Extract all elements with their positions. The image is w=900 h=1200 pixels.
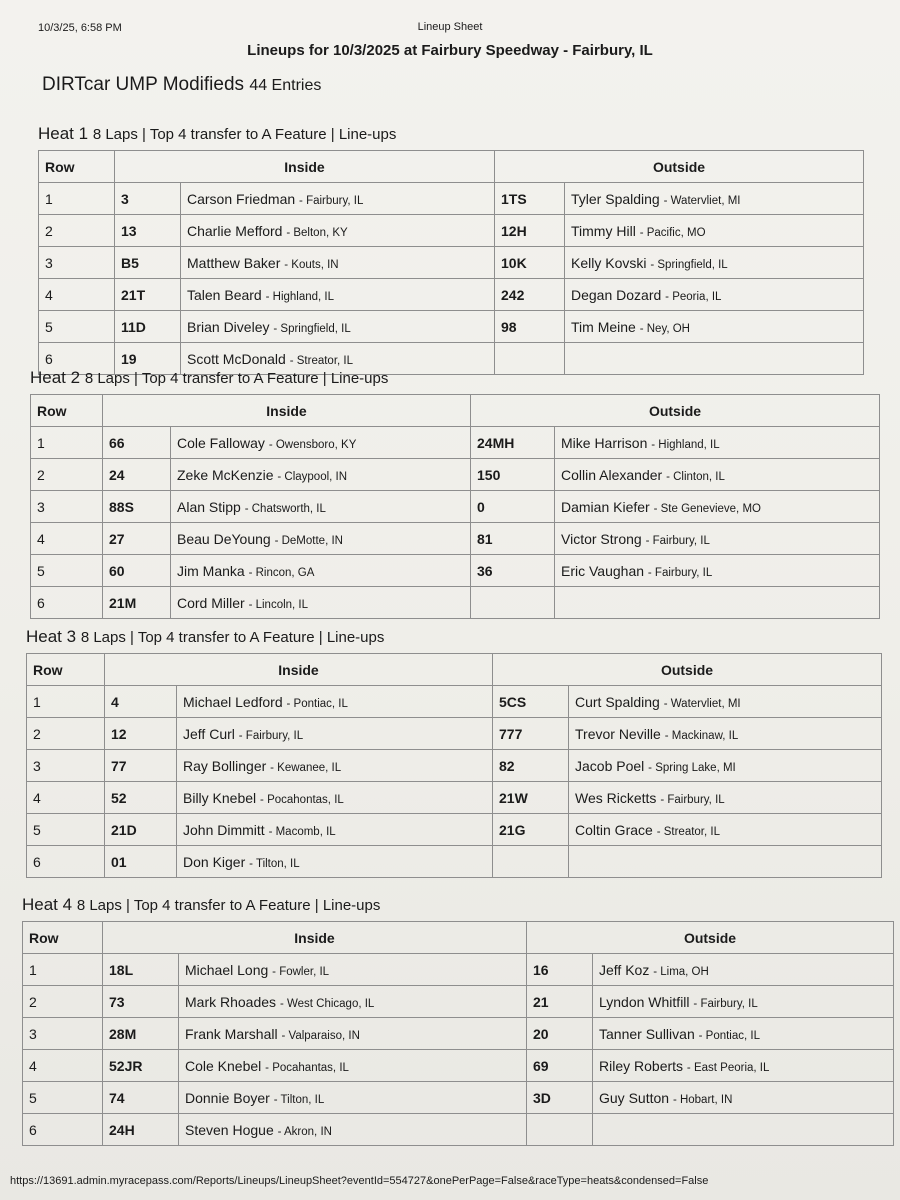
- page-title: Lineups for 10/3/2025 at Fairbury Speedway - Fairbury, IL: [247, 42, 653, 59]
- driver-name: Donnie Boyer: [185, 1089, 270, 1106]
- row-number: 2: [23, 986, 103, 1018]
- driver-cell: [565, 247, 864, 279]
- table-header-row: [39, 151, 864, 183]
- driver-cell: [593, 954, 894, 986]
- driver-cell: [177, 814, 493, 846]
- driver-name: Jeff Koz: [599, 961, 650, 978]
- driver-hometown: - Fairbury, IL: [645, 534, 710, 547]
- driver-name: Scott McDonald: [187, 350, 286, 367]
- heat-name: Heat 1: [38, 124, 89, 143]
- car-number: 24H: [103, 1114, 179, 1146]
- table-row: [31, 523, 880, 555]
- row-number: 2: [39, 215, 115, 247]
- car-number: 777: [493, 718, 569, 750]
- heat-heading: [22, 895, 894, 915]
- driver-cell: [177, 686, 493, 718]
- driver-hometown: - East Peoria, IL: [686, 1061, 770, 1074]
- driver-hometown: - Watervliet, MI: [663, 697, 741, 710]
- driver-name: Damian Kiefer: [561, 498, 650, 515]
- driver-cell: [179, 1082, 527, 1114]
- heat-heading: [26, 627, 882, 647]
- driver-name: Steven Hogue: [185, 1121, 274, 1138]
- driver-hometown: - DeMotte, IN: [274, 534, 343, 547]
- driver-name: Alan Stipp: [177, 498, 241, 515]
- inside-column-header: Inside: [115, 151, 495, 183]
- row-number: 4: [39, 279, 115, 311]
- table-row: [23, 1050, 894, 1082]
- row-number: 2: [27, 718, 105, 750]
- car-number: 3D: [527, 1082, 593, 1114]
- car-number: 01: [105, 846, 177, 878]
- table-header-row: [23, 922, 894, 954]
- car-number: [493, 846, 569, 878]
- driver-cell: [177, 750, 493, 782]
- row-number: 1: [39, 183, 115, 215]
- table-row: [27, 814, 882, 846]
- driver-cell: [181, 279, 495, 311]
- driver-hometown: - Mackinaw, IL: [664, 729, 739, 742]
- heat-name: Heat 3: [26, 627, 77, 646]
- driver-hometown: - Hobart, IN: [672, 1093, 733, 1106]
- row-number: 5: [39, 311, 115, 343]
- inside-column-header: Inside: [103, 922, 527, 954]
- driver-name: Timmy Hill: [571, 222, 636, 239]
- driver-cell: [569, 846, 882, 878]
- driver-hometown: - Clinton, IL: [666, 470, 725, 483]
- driver-name: Matthew Baker: [187, 254, 281, 271]
- driver-name: Zeke McKenzie: [177, 466, 274, 483]
- driver-cell: [181, 183, 495, 215]
- car-number: 60: [103, 555, 171, 587]
- driver-cell: [565, 183, 864, 215]
- lineup-table: [38, 150, 864, 375]
- driver-hometown: - Tilton, IL: [249, 857, 300, 870]
- driver-name: Degan Dozard: [571, 286, 662, 303]
- car-number: 27: [103, 523, 171, 555]
- car-number: 12H: [495, 215, 565, 247]
- car-number: 21: [527, 986, 593, 1018]
- car-number: 21T: [115, 279, 181, 311]
- car-number: 0: [471, 491, 555, 523]
- driver-hometown: - Fowler, IL: [272, 965, 330, 978]
- car-number: 52: [105, 782, 177, 814]
- car-number: 1TS: [495, 183, 565, 215]
- car-number: 11D: [115, 311, 181, 343]
- driver-cell: [565, 279, 864, 311]
- driver-hometown: - Fairbury, IL: [693, 997, 758, 1010]
- row-number: 3: [27, 750, 105, 782]
- driver-cell: [179, 986, 527, 1018]
- driver-hometown: - Kouts, IN: [284, 258, 339, 271]
- table-row: [39, 247, 864, 279]
- table-row: [23, 1018, 894, 1050]
- driver-hometown: - Owensboro, KY: [268, 438, 357, 451]
- car-number: 52JR: [103, 1050, 179, 1082]
- car-number: B5: [115, 247, 181, 279]
- table-row: [27, 846, 882, 878]
- driver-cell: [179, 1018, 527, 1050]
- car-number: 21D: [105, 814, 177, 846]
- row-column-header: Row: [27, 654, 105, 686]
- driver-name: Lyndon Whitfill: [599, 993, 690, 1010]
- print-datetime: 10/3/25, 6:58 PM: [38, 22, 122, 34]
- car-number: 5CS: [493, 686, 569, 718]
- driver-hometown: - Watervliet, MI: [663, 194, 741, 207]
- car-number: 74: [103, 1082, 179, 1114]
- driver-hometown: - Spring Lake, MI: [648, 761, 736, 774]
- driver-cell: [555, 523, 880, 555]
- row-number: 6: [23, 1114, 103, 1146]
- driver-hometown: - Streator, IL: [656, 825, 720, 838]
- driver-cell: [171, 587, 471, 619]
- driver-name: Frank Marshall: [185, 1025, 278, 1042]
- race-class-heading: [42, 74, 321, 96]
- driver-hometown: - Fairbury, IL: [647, 566, 713, 579]
- driver-cell: [593, 986, 894, 1018]
- heat-heading: [30, 368, 880, 388]
- driver-cell: [171, 491, 471, 523]
- heat-info: 8 Laps | Top 4 transfer to A Feature | Line-ups: [84, 370, 389, 387]
- driver-name: Eric Vaughan: [561, 562, 645, 579]
- car-number: 19: [115, 343, 181, 375]
- driver-hometown: - Peoria, IL: [665, 290, 722, 303]
- row-number: 4: [23, 1050, 103, 1082]
- table-row: [39, 183, 864, 215]
- table-row: [27, 782, 882, 814]
- driver-cell: [171, 555, 471, 587]
- driver-cell: [555, 491, 880, 523]
- driver-name: Mike Harrison: [561, 434, 648, 451]
- table-row: [31, 555, 880, 587]
- driver-cell: [565, 311, 864, 343]
- driver-hometown: - Pontiac, IL: [698, 1029, 760, 1042]
- heat-info: 8 Laps | Top 4 transfer to A Feature | Line-ups: [76, 897, 381, 914]
- driver-cell: [171, 427, 471, 459]
- driver-cell: [181, 215, 495, 247]
- driver-cell: [565, 215, 864, 247]
- driver-hometown: - Lincoln, IL: [248, 598, 309, 611]
- driver-hometown: - Valparaiso, IN: [281, 1029, 360, 1042]
- driver-cell: [555, 427, 880, 459]
- driver-cell: [177, 846, 493, 878]
- inside-column-header: Inside: [103, 395, 471, 427]
- car-number: 66: [103, 427, 171, 459]
- driver-cell: [179, 1114, 527, 1146]
- driver-name: Michael Ledford: [183, 693, 283, 710]
- table-header-row: [27, 654, 882, 686]
- heat-section: [38, 124, 864, 375]
- table-row: [27, 750, 882, 782]
- driver-name: Brian Diveley: [187, 318, 270, 335]
- driver-hometown: - Fairbury, IL: [299, 194, 364, 207]
- driver-name: Mark Rhoades: [185, 993, 277, 1010]
- driver-cell: [569, 814, 882, 846]
- car-number: 13: [115, 215, 181, 247]
- driver-hometown: - Fairbury, IL: [660, 793, 725, 806]
- driver-cell: [171, 459, 471, 491]
- outside-column-header: Outside: [493, 654, 882, 686]
- driver-hometown: - Kewanee, IL: [270, 761, 342, 774]
- driver-name: Charlie Mefford: [187, 222, 283, 239]
- driver-name: Kelly Kovski: [571, 254, 647, 271]
- driver-hometown: - Pacific, MO: [639, 226, 706, 239]
- row-number: 1: [27, 686, 105, 718]
- outside-column-header: Outside: [495, 151, 864, 183]
- car-number: 69: [527, 1050, 593, 1082]
- car-number: 88S: [103, 491, 171, 523]
- driver-name: Talen Beard: [187, 286, 262, 303]
- row-number: 3: [31, 491, 103, 523]
- driver-hometown: - West Chicago, IL: [279, 997, 375, 1010]
- row-column-header: Row: [23, 922, 103, 954]
- driver-name: Collin Alexander: [561, 466, 663, 483]
- row-number: 6: [27, 846, 105, 878]
- driver-hometown: - Fairbury, IL: [238, 729, 304, 742]
- row-number: 4: [27, 782, 105, 814]
- driver-hometown: - Streator, IL: [289, 354, 353, 367]
- car-number: 21G: [493, 814, 569, 846]
- driver-hometown: - Chatsworth, IL: [244, 502, 326, 515]
- driver-name: Jeff Curl: [183, 725, 235, 742]
- inside-column-header: Inside: [105, 654, 493, 686]
- table-row: [31, 459, 880, 491]
- driver-name: Cord Miller: [177, 594, 245, 611]
- driver-name: Wes Ricketts: [575, 789, 657, 806]
- heat-name: Heat 4: [22, 895, 73, 914]
- row-column-header: Row: [39, 151, 115, 183]
- row-number: 6: [31, 587, 103, 619]
- row-number: 2: [31, 459, 103, 491]
- table-row: [31, 427, 880, 459]
- heat-info: 8 Laps | Top 4 transfer to A Feature | Line-ups: [92, 126, 397, 143]
- car-number: 18L: [103, 954, 179, 986]
- driver-name: Trevor Neville: [575, 725, 661, 742]
- driver-cell: [171, 523, 471, 555]
- row-number: 5: [31, 555, 103, 587]
- driver-hometown: - Lima, OH: [653, 965, 709, 978]
- car-number: 21M: [103, 587, 171, 619]
- car-number: 28M: [103, 1018, 179, 1050]
- car-number: 77: [105, 750, 177, 782]
- driver-name: Jacob Poel: [575, 757, 645, 774]
- car-number: 16: [527, 954, 593, 986]
- car-number: 98: [495, 311, 565, 343]
- driver-name: Carson Friedman: [187, 190, 296, 207]
- car-number: [527, 1114, 593, 1146]
- row-number: 5: [27, 814, 105, 846]
- car-number: 82: [493, 750, 569, 782]
- driver-cell: [569, 718, 882, 750]
- driver-cell: [177, 718, 493, 750]
- car-number: 150: [471, 459, 555, 491]
- heat-info: 8 Laps | Top 4 transfer to A Feature | Line-ups: [80, 629, 385, 646]
- car-number: 4: [105, 686, 177, 718]
- row-number: 3: [23, 1018, 103, 1050]
- table-row: [27, 718, 882, 750]
- driver-hometown: - Pocahontas, IL: [260, 793, 344, 806]
- driver-name: Guy Sutton: [599, 1089, 670, 1106]
- driver-name: Billy Knebel: [183, 789, 257, 806]
- table-row: [39, 279, 864, 311]
- table-row: [31, 491, 880, 523]
- driver-hometown: - Pocahantas, IL: [265, 1061, 349, 1074]
- driver-cell: [179, 1050, 527, 1082]
- heat-section: [26, 627, 882, 878]
- car-number: 3: [115, 183, 181, 215]
- car-number: 10K: [495, 247, 565, 279]
- car-number: 242: [495, 279, 565, 311]
- heat-section: [30, 368, 880, 619]
- driver-cell: [569, 686, 882, 718]
- driver-cell: [555, 555, 880, 587]
- driver-hometown: - Highland, IL: [651, 438, 720, 451]
- race-class-name: DIRTcar UMP Modifieds: [42, 74, 245, 95]
- driver-name: Victor Strong: [561, 530, 642, 547]
- driver-cell: [569, 750, 882, 782]
- driver-name: Cole Falloway: [177, 434, 265, 451]
- driver-name: Ray Bollinger: [183, 757, 267, 774]
- driver-cell: [593, 1114, 894, 1146]
- driver-cell: [181, 247, 495, 279]
- car-number: 21W: [493, 782, 569, 814]
- driver-cell: [593, 1018, 894, 1050]
- driver-hometown: - Rincon, GA: [248, 566, 315, 579]
- heat-section: [22, 895, 894, 1146]
- table-row: [27, 686, 882, 718]
- table-row: [23, 1114, 894, 1146]
- driver-name: Tyler Spalding: [571, 190, 660, 207]
- heat-name: Heat 2: [30, 368, 81, 387]
- car-number: 20: [527, 1018, 593, 1050]
- driver-cell: [555, 459, 880, 491]
- table-row: [31, 587, 880, 619]
- driver-name: Curt Spalding: [575, 693, 660, 710]
- table-row: [39, 311, 864, 343]
- driver-name: Jim Manka: [177, 562, 245, 579]
- outside-column-header: Outside: [527, 922, 894, 954]
- driver-name: Don Kiger: [183, 853, 246, 870]
- car-number: 24MH: [471, 427, 555, 459]
- driver-name: Coltin Grace: [575, 821, 653, 838]
- driver-hometown: - Akron, IN: [277, 1125, 332, 1138]
- driver-hometown: - Springfield, IL: [650, 258, 728, 271]
- driver-name: Cole Knebel: [185, 1057, 262, 1074]
- driver-name: Riley Roberts: [599, 1057, 684, 1074]
- row-number: 4: [31, 523, 103, 555]
- car-number: 12: [105, 718, 177, 750]
- row-number: 3: [39, 247, 115, 279]
- driver-name: Tim Meine: [571, 318, 636, 335]
- footer-url: https://13691.admin.myracepass.com/Reports/Lineups/LineupSheet?eventId=554727&onePerPage=False&raceType=heats&condensed=False: [10, 1175, 709, 1187]
- driver-cell: [177, 782, 493, 814]
- driver-cell: [593, 1082, 894, 1114]
- driver-name: John Dimmitt: [183, 821, 265, 838]
- car-number: 73: [103, 986, 179, 1018]
- driver-hometown: - Macomb, IL: [268, 825, 336, 838]
- lineup-table: [30, 394, 880, 619]
- driver-name: Tanner Sullivan: [599, 1025, 695, 1042]
- driver-name: Beau DeYoung: [177, 530, 271, 547]
- row-number: 1: [23, 954, 103, 986]
- car-number: [471, 587, 555, 619]
- driver-hometown: - Tilton, IL: [273, 1093, 325, 1106]
- car-number: 81: [471, 523, 555, 555]
- car-number: 36: [471, 555, 555, 587]
- table-header-row: [31, 395, 880, 427]
- document-title: Lineup Sheet: [417, 21, 483, 33]
- driver-cell: [181, 311, 495, 343]
- driver-hometown: - Ney, OH: [639, 322, 690, 335]
- driver-hometown: - Ste Genevieve, MO: [653, 502, 761, 515]
- lineup-table: [22, 921, 894, 1146]
- row-column-header: Row: [31, 395, 103, 427]
- driver-hometown: - Highland, IL: [265, 290, 335, 303]
- table-row: [23, 986, 894, 1018]
- entries-count: 44 Entries: [249, 77, 322, 94]
- driver-cell: [555, 587, 880, 619]
- table-row: [23, 954, 894, 986]
- table-row: [23, 1082, 894, 1114]
- driver-hometown: - Belton, KY: [286, 226, 348, 239]
- driver-cell: [593, 1050, 894, 1082]
- table-row: [39, 215, 864, 247]
- lineup-table: [26, 653, 882, 878]
- row-number: 5: [23, 1082, 103, 1114]
- outside-column-header: Outside: [471, 395, 880, 427]
- driver-hometown: - Pontiac, IL: [286, 697, 348, 710]
- row-number: 6: [39, 343, 115, 375]
- driver-hometown: - Springfield, IL: [273, 322, 351, 335]
- driver-name: Michael Long: [185, 961, 269, 978]
- heat-heading: [38, 124, 864, 144]
- row-number: 1: [31, 427, 103, 459]
- car-number: 24: [103, 459, 171, 491]
- driver-cell: [179, 954, 527, 986]
- driver-hometown: - Claypool, IN: [277, 470, 348, 483]
- driver-cell: [569, 782, 882, 814]
